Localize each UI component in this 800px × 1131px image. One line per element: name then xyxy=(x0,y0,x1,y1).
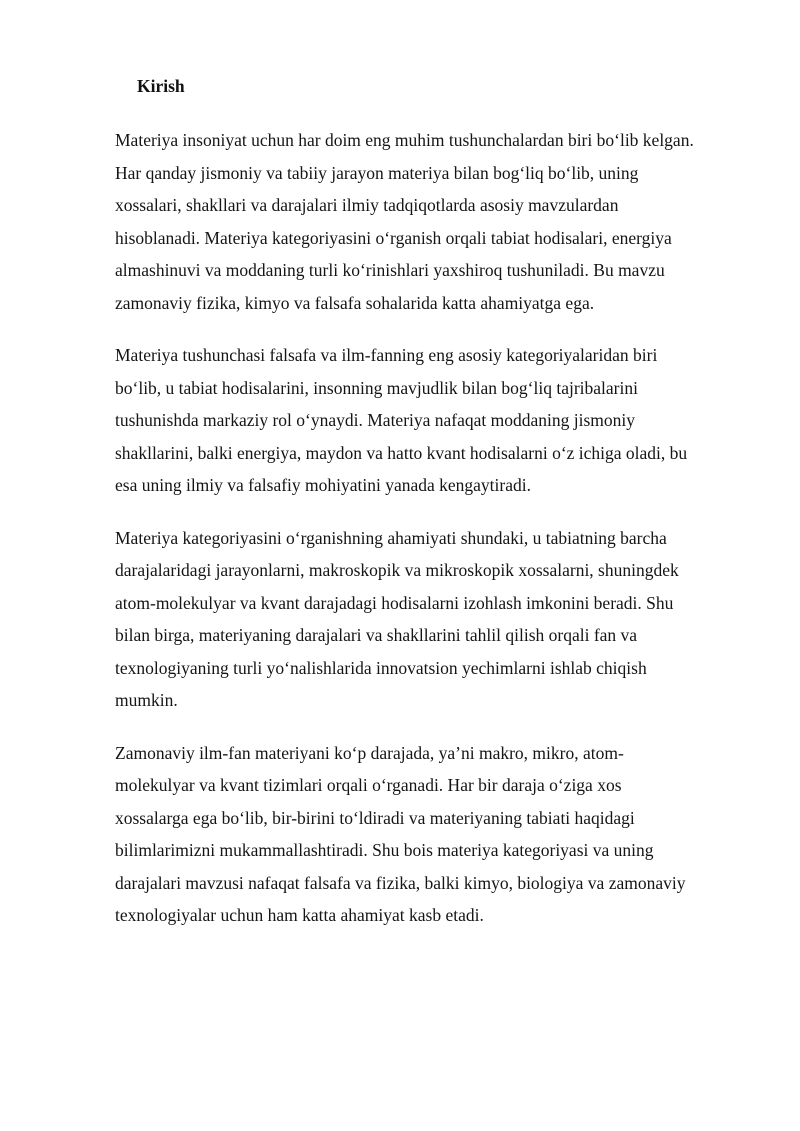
document-body xyxy=(115,124,755,952)
paragraph-1 xyxy=(115,124,755,319)
paragraph-line: texnologiyalar uchun ham katta ahamiyat kasb etadi. xyxy=(115,905,484,925)
paragraph-3 xyxy=(115,522,755,717)
paragraph-line: bo‘lib, u tabiat hodisalarini, insonning mavjudlik bilan bog‘liq tajribalarini xyxy=(115,377,638,398)
section-heading: Kirish xyxy=(137,76,185,96)
paragraph-line: zamonaviy fizika, kimyo va falsafa sohalarida katta ahamiyatga ega. xyxy=(115,292,595,313)
paragraph-line: shakllarini, balki energiya, maydon va hatto kvant hodisalarni o‘z ichiga oladi, bu xyxy=(115,442,688,463)
paragraph-line: xossalarga ega bo‘lib, bir-birini to‘ldiradi va materiyaning tabiati haqidagi xyxy=(115,807,635,828)
paragraph-line: Har qanday jismoniy va tabiiy jarayon materiya bilan bog‘liq bo‘lib, uning xyxy=(115,162,639,183)
paragraph-4 xyxy=(115,737,755,932)
paragraph-line: bilimlarimizni mukammallashtiradi. Shu bois materiya kategoriyasi va uning xyxy=(115,840,654,860)
paragraph-line: Materiya insoniyat uchun har doim eng muhim tushunchalardan biri bo‘lib kelgan. xyxy=(115,130,694,150)
paragraph-line: darajalaridagi jarayonlarni, makroskopik va mikroskopik xossalarni, shuningdek xyxy=(115,560,679,580)
paragraph-line: hisoblanadi. Materiya kategoriyasini o‘rganish orqali tabiat hodisalari, energiya xyxy=(115,227,672,248)
paragraph-line: texnologiyaning turli yo‘nalishlarida innovatsion yechimlarni ishlab chiqish xyxy=(115,657,647,678)
paragraph-2 xyxy=(115,339,755,502)
paragraph-line: esa uning ilmiy va falsafiy mohiyatini yanada kengaytiradi. xyxy=(115,475,531,495)
paragraph-line: mumkin. xyxy=(115,690,178,710)
paragraph-line: almashinuvi va moddaning turli ko‘rinishlari yaxshiroq tushuniladi. Bu mavzu xyxy=(115,260,665,280)
paragraph-line: atom-molekulyar va kvant darajadagi hodisalarni izohlash imkonini beradi. Shu xyxy=(115,592,674,613)
paragraph-line: tushunishda markaziy rol o‘ynaydi. Materiya nafaqat moddaning jismoniy xyxy=(115,410,636,430)
paragraph-line: darajalari mavzusi nafaqat falsafa va fizika, balki kimyo, biologiya va zamonaviy xyxy=(115,872,686,893)
paragraph-line: molekulyar va kvant tizimlari orqali o‘rganadi. Har bir daraja o‘ziga xos xyxy=(115,775,622,795)
paragraph-line: Materiya tushunchasi falsafa va ilm-fanning eng asosiy kategoriyalaridan biri xyxy=(115,345,658,365)
paragraph-line: Zamonaviy ilm-fan materiyani ko‘p darajada, ya’ni makro, mikro, atom- xyxy=(115,742,624,763)
paragraph-line: Materiya kategoriyasini o‘rganishning ahamiyati shundaki, u tabiatning barcha xyxy=(115,527,667,548)
paragraph-line: xossalari, shakllari va darajalari ilmiy tadqiqotlarda asosiy mavzulardan xyxy=(115,195,619,215)
paragraph-line: bilan birga, materiyaning darajalari va shakllarini tahlil qilish orqali fan va xyxy=(115,625,638,645)
